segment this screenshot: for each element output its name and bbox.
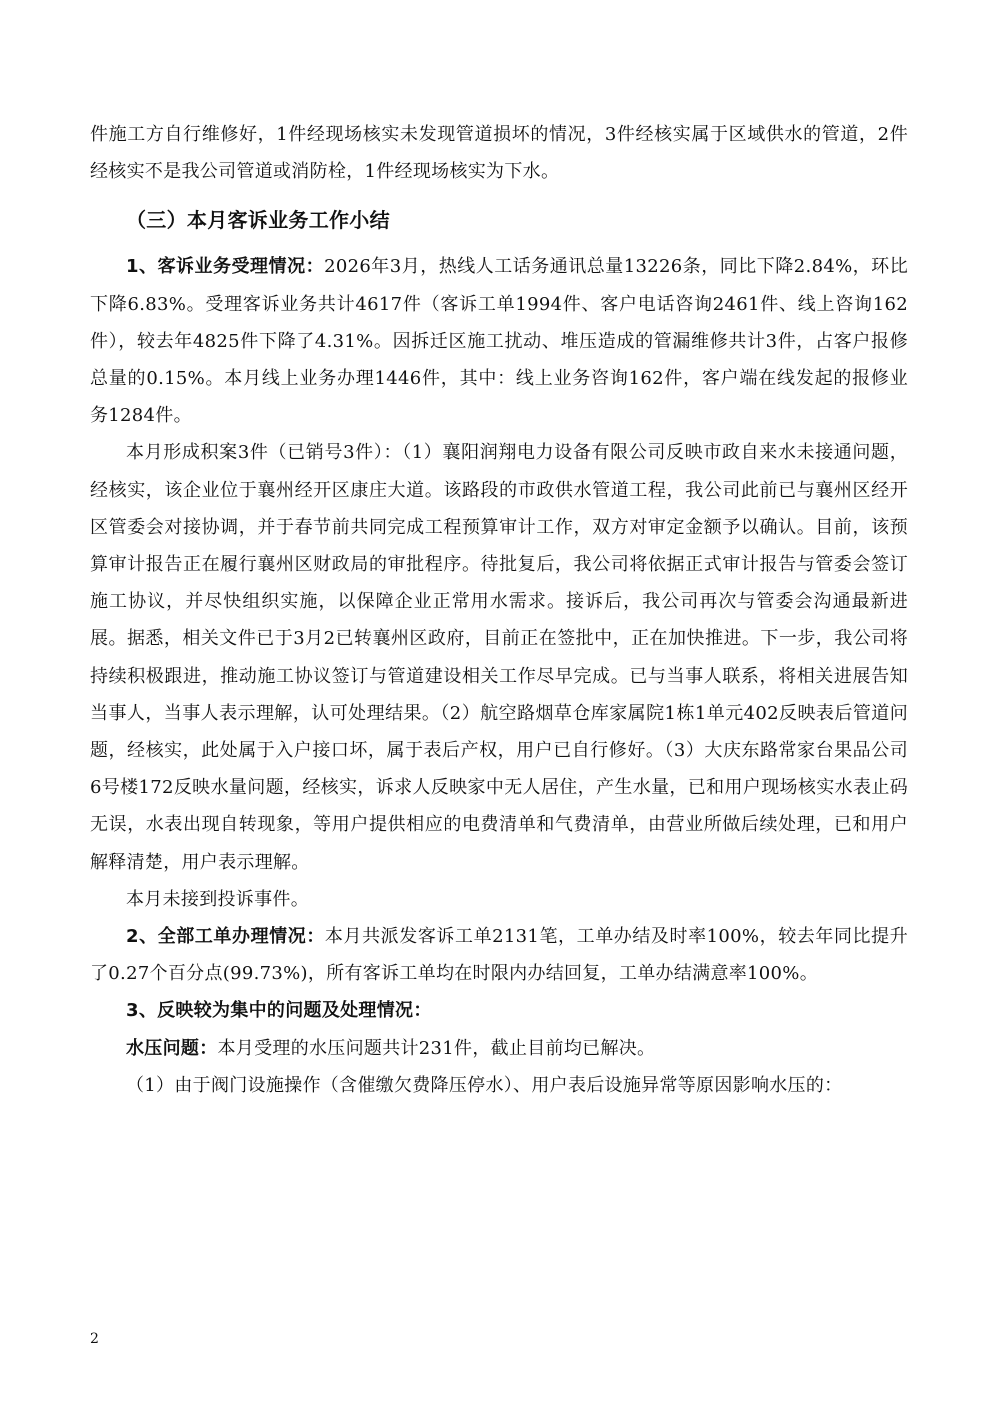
paragraph-complaint-intake (90, 248, 908, 434)
paragraph-no-complaints: 本月未接到投诉事件。 (126, 888, 309, 910)
paragraph-lead: 水压问题： (126, 1037, 218, 1059)
paragraph-water-pressure (90, 1030, 908, 1067)
paragraph-backlog-cases: 本月形成积案3件（已销号3件）：（1）襄阳润翔电力设备有限公司反映市政自来水未接通问题，经核实，该企业位于襄州经开区康庄大道。该路段的市政供水管道工程，我公司此前已与襄州区经开区管委会对接协调，并于春节前共同完成工程预算审计工作，双方对审定金额予以确认。目前，该预算审计报告正在履行襄州区财政局的审批程序。待批复后，我公司将依据正式审计报告与管委会签订施工协议，并尽快组织实施，以保障企业正常用水需求。接诉后，我公司再次与管委会沟通最新进展。据悉，相关文件已于3月2已转襄州区政府，目前正在签批中，正在加快推进。下一步，我公司将持续积极跟进，推动施工协议签订与管道建设相关工作尽早完成。已与当事人联系，将相关进展告知当事人，当事人表示理解，认可处理结果。（2）航空路烟草仓库家属院1栋1单元402反映表后管道问题，经核实，此处属于入户接口坏，属于表后产权，用户已自行修好。（3）大庆东路常家台果品公司6号楼172反映水量问题，经核实，诉求人反映家中无人居住，产生水量，已和用户现场核实水表止码无误，水表出现自转现象，等用户提供相应的电费清单和气费清单，由营业所做后续处理，已和用户解释清楚，用户表示理解。 (90, 442, 908, 873)
paragraph-text: 2026年3月，热线人工话务通讯总量13226条，同比下降2.84%，环比下降6.83%。受理客诉业务共计4617件（客诉工单1994件、客户电话咨询2461件、线上咨询162件），较去年4825件下降了4.31%。因拆迁区施工扰动、堆压造成的管漏维修共计3件，占客户报修总量的0.15%。本月线上业务办理1446件，其中：线上业务咨询162件，客户端在线发起的报修业务1284件。 (90, 256, 908, 427)
paragraph-text: 本月受理的水压问题共计231件，截止目前均已解决。 (217, 1037, 656, 1059)
paragraph-lead: 2、全部工单办理情况： (126, 926, 325, 948)
paragraph-text: 本月共派发客诉工单2131笔，工单办结及时率100%，较去年同比提升了0.27个百分点(99.73%)，所有客诉工单均在时限内办结回复，工单办结满意率100%。 (90, 926, 908, 985)
paragraph-work-orders (90, 918, 908, 992)
document-body (90, 116, 908, 1104)
paragraph-continuation: 件施工方自行维修好，1件经现场核实未发现管道损坏的情况，3件经核实属于区域供水的管道，2件经核实不是我公司管道或消防栓，1件经现场核实为下水。 (90, 124, 908, 183)
paragraph-lead: 1、客诉业务受理情况： (126, 256, 325, 278)
page-number: 2 (90, 1331, 99, 1347)
section-heading: （三）本月客诉业务工作小结 (126, 208, 390, 233)
paragraph-focus-issues-heading: 3、反映较为集中的问题及处理情况： (126, 1000, 432, 1022)
paragraph-valve-causes: （1）由于阀门设施操作（含催缴欠费降压停水）、用户表后设施异常等原因影响水压的： (126, 1074, 843, 1096)
